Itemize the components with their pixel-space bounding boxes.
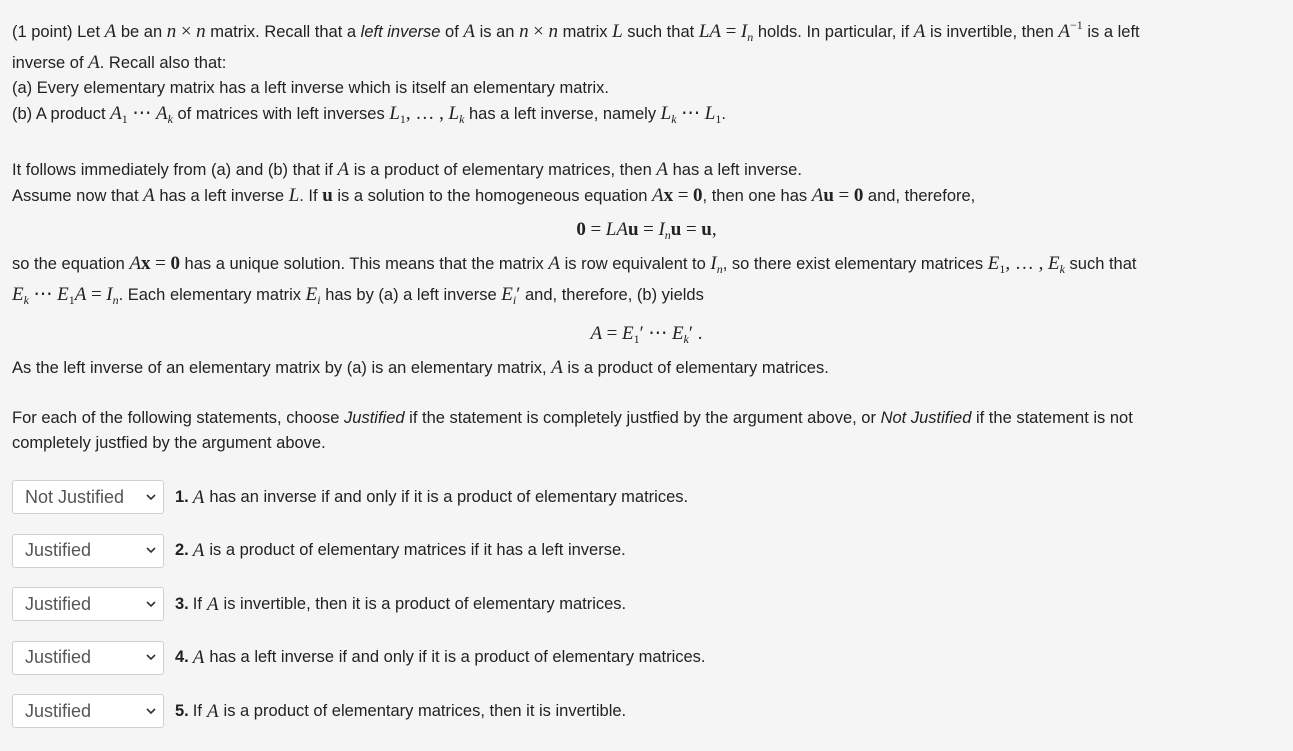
answer-select-3[interactable]: Justified [12,587,164,621]
question-1: Not Justified 1. A has an inverse if and only if it is a product of elementary matrices. [12,478,1281,516]
question-4: Justified 4. A has a left inverse if and only if it is a product of elementary matrices. [12,639,1281,677]
chevron-down-icon [145,491,157,503]
fact-a: (a) Every elementary matrix has a left inverse which is itself an elementary matrix. [12,79,609,97]
instructions: For each of the following statements, choose Justified if the statement is completely justfied by the argument above, or Not Justified if the statement is not completely justfied by the argument above. [12,409,1133,452]
questions-list [12,478,1281,730]
answer-select-2[interactable]: Justified [12,534,164,568]
chevron-down-icon [145,652,157,664]
paragraph-conclusion: As the left inverse of an elementary matrix by (a) is an elementary matrix, A is a product of elementary matrices. [12,357,829,378]
equation-display-2: $A = E_1'$ ⋯ $E_k'$ . [590,323,703,346]
chevron-down-icon [145,598,157,610]
chevron-down-icon [145,705,157,717]
answer-select-5[interactable]: Justified [12,694,164,728]
left-inverse-term: left inverse [360,23,441,41]
answer-select-4[interactable]: Justified [12,641,164,675]
question-3: Justified 3. If A is invertible, then it is a product of elementary matrices. [12,585,1281,623]
paragraph-proof: It follows immediately from (a) and (b) that if A is a product of elementary matrices, then A has a left inverse. Assume now that A has a left inverse L. If u is a solution to the homogeneous equation Ax = 0, then one has Au = 0 and, therefore, [12,159,976,206]
paragraph-unique: so the equation Ax = 0 has a unique solution. This means that the matrix A is row equivalent to $I_n$, so there exist elementary matrices $E_1$, … , $E_k$ such that $E_k$ ⋯ $E_1A = I_n$. Each elementary matrix $E_i$ has by (a) a left inverse $E_i'$ and, therefore, (b) yields [12,253,1137,307]
chevron-down-icon [145,545,157,557]
paragraph-intro: (1 point) Let A be an n × n matrix. Recall that a left inverse of A is an n × n matrix L such that LA = $I_n$ holds. In particular, if A is invertible, then $A^{-1}$ is a left inverse of A. Recall also that: (a) Every elementary matrix has a left inverse which is itself an elementary matrix. (b) A product $A_1$ ⋯ $A_k$ of matrices with left inverses $L_1$, … , $L_k$ has a left inverse, namely $L_k$ ⋯ $L_1$. [12,18,1140,126]
answer-select-1[interactable]: Not Justified [12,480,164,514]
equation-display-1: 0 = LAu = $I_nu = u$, [576,219,717,242]
question-5: Justified 5. If A is a product of elementary matrices, then it is invertible. [12,692,1281,730]
question-2: Justified 2. A is a product of elementary matrices if it has a left inverse. [12,532,1281,570]
